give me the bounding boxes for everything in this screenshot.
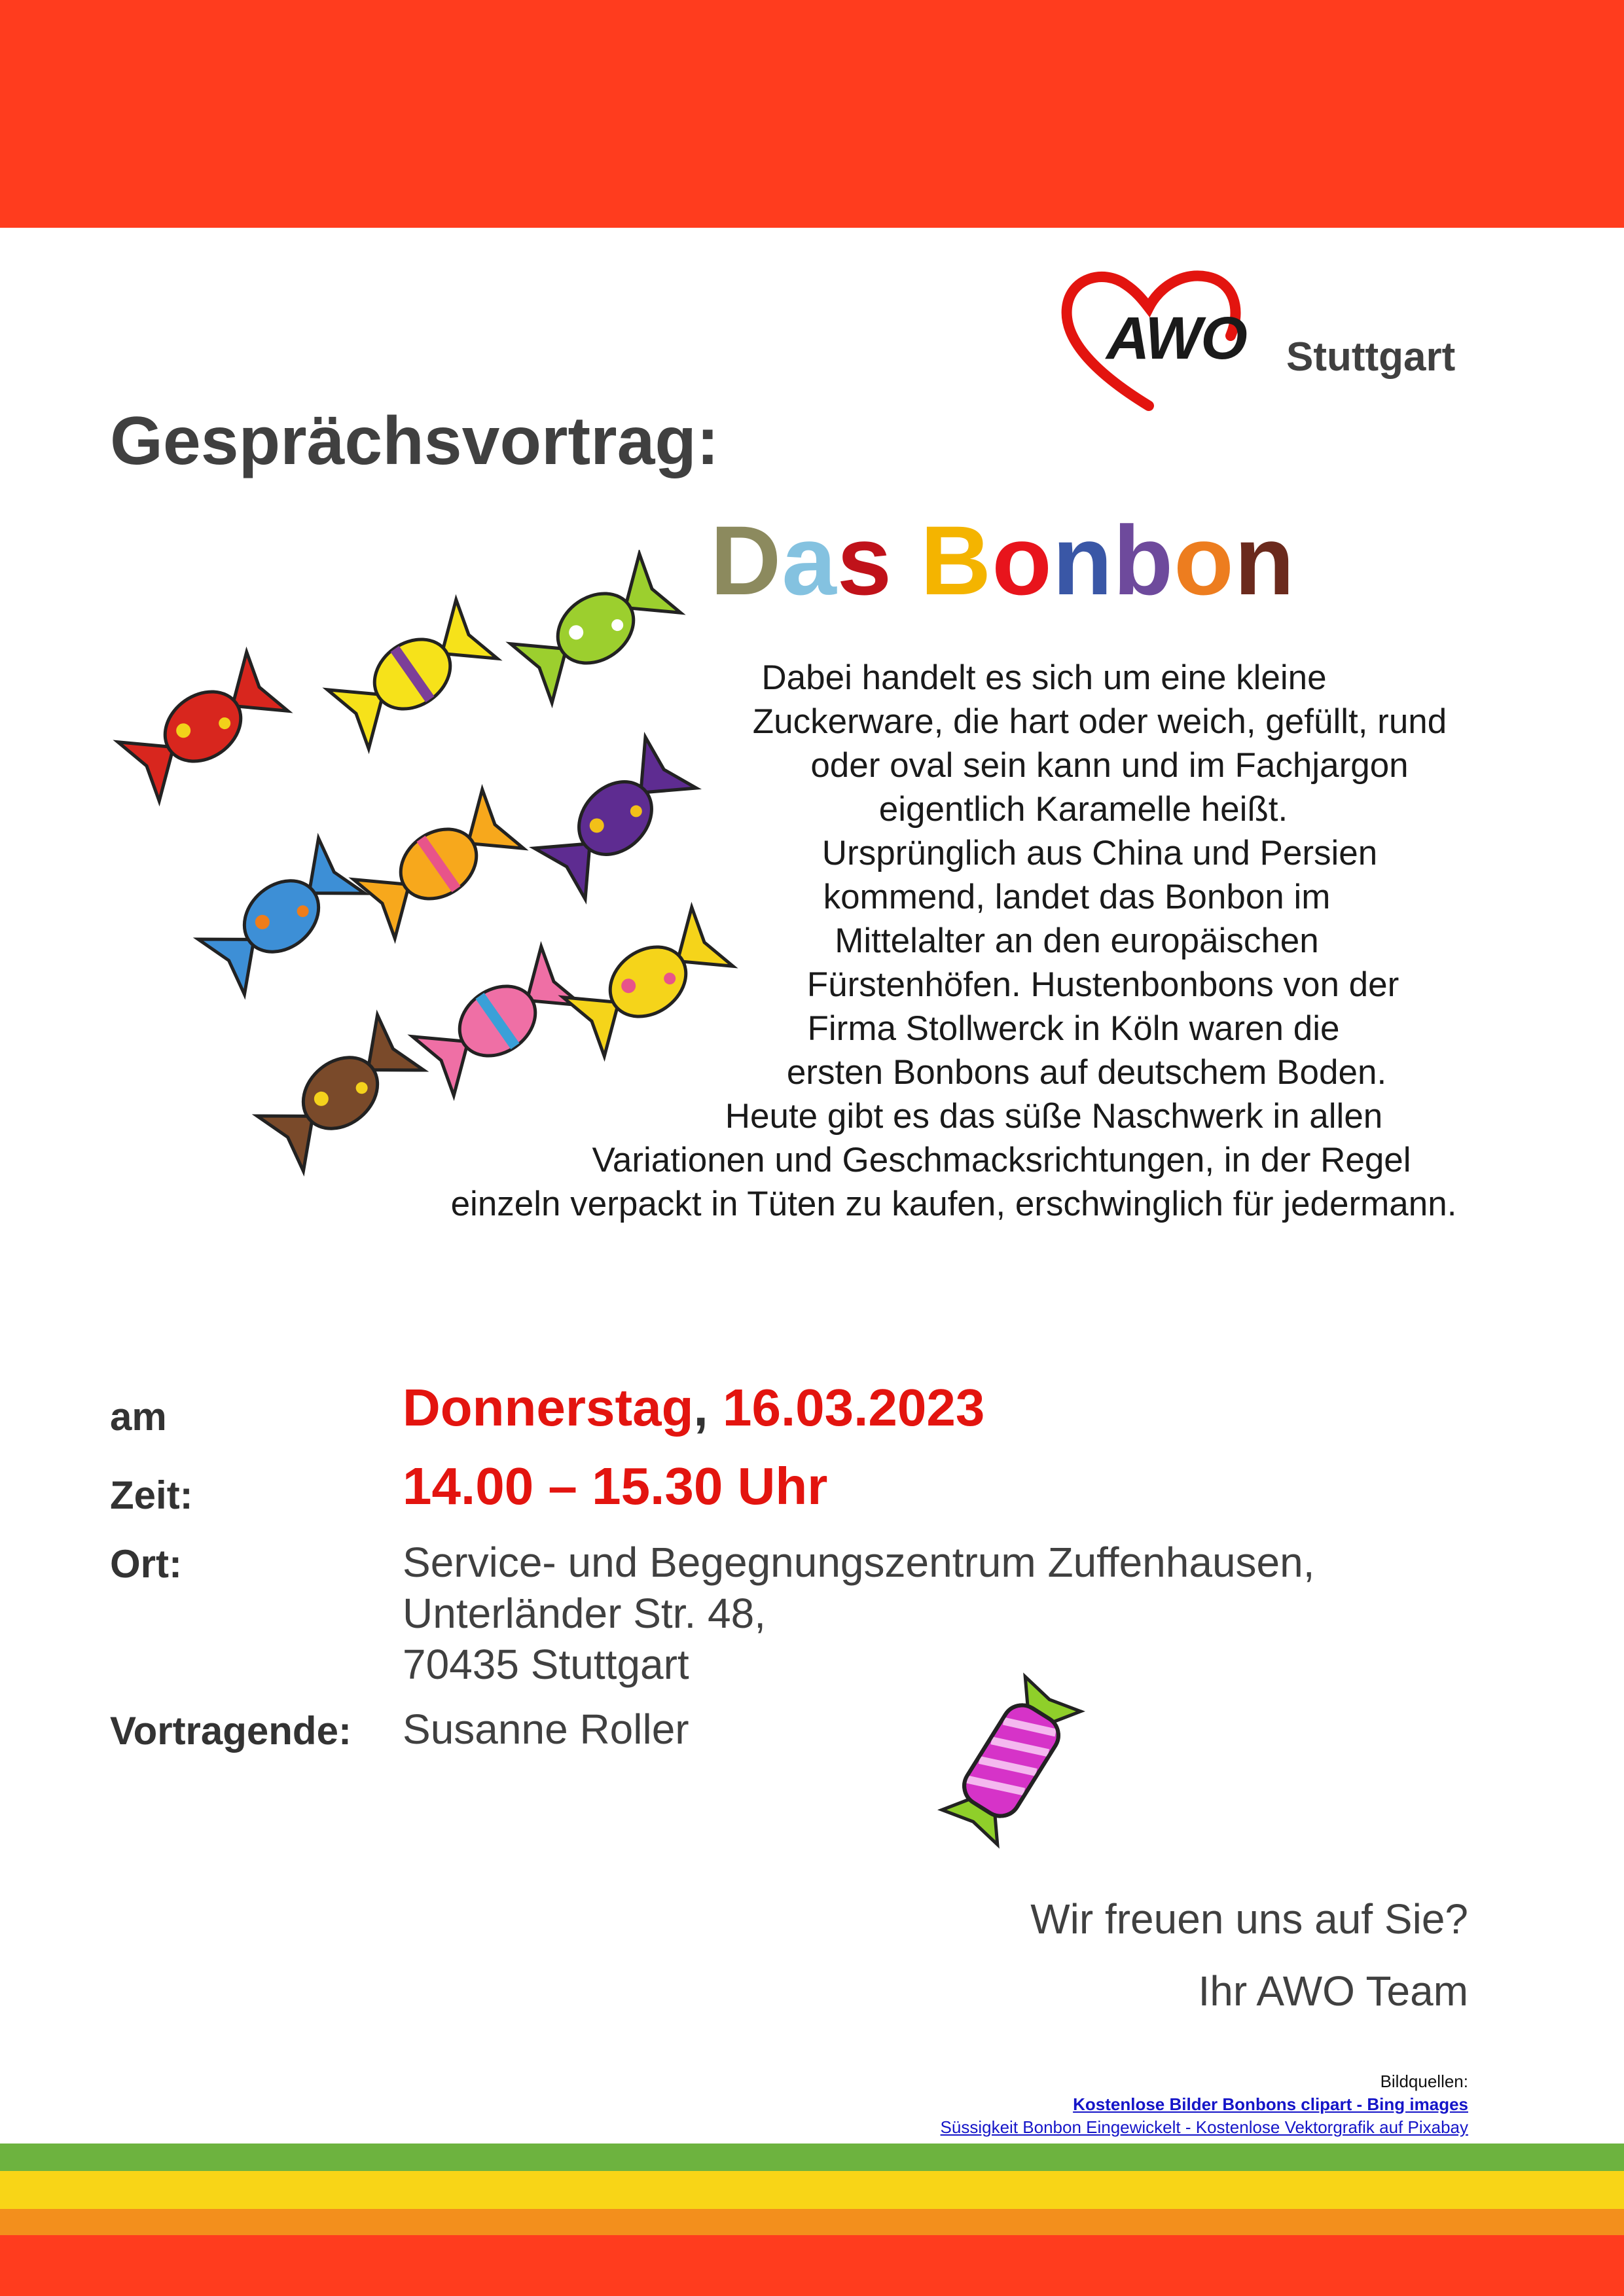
title-letter (892, 505, 920, 615)
top-color-bar (0, 0, 1624, 228)
title-letter: s (837, 505, 893, 615)
location-label: Ort: (110, 1542, 182, 1586)
awo-logo-text: AWO (1106, 305, 1246, 372)
candy (511, 554, 681, 703)
candy (118, 652, 288, 801)
description-line: einzeln verpackt in Tüten zu kaufen, erschwinglich für jedermann. (450, 1185, 1457, 1223)
candy (412, 946, 583, 1096)
description-line: Variationen und Geschmacksrichtungen, in der Regel (592, 1141, 1411, 1179)
logo-city: Stuttgart (1286, 334, 1456, 380)
event-time: 14.00 – 15.30 Uhr (403, 1457, 828, 1515)
candies-illustration (111, 550, 753, 1224)
description-line: oder oval sein kann und im Fachjargon (810, 746, 1409, 785)
title-letter: B (920, 505, 992, 615)
description-line: ersten Bonbons auf deutschem Boden. (786, 1053, 1387, 1092)
title-letter: n (1052, 505, 1113, 615)
candy (563, 907, 733, 1056)
candy (198, 838, 365, 995)
closing-line-2: Ihr AWO Team (1198, 1967, 1468, 2015)
candy (327, 600, 497, 749)
candy (534, 737, 696, 899)
speaker-name: Susanne Roller (403, 1706, 689, 1753)
title-letter: o (992, 505, 1053, 615)
description-line: Heute gibt es das süße Naschwerk in allen (725, 1097, 1383, 1136)
title-letter: b (1113, 505, 1174, 615)
date-separator: , (693, 1378, 708, 1437)
title-letter: n (1234, 505, 1295, 615)
sources-label: Bildquellen: (1380, 2072, 1468, 2091)
location-line-3: 70435 Stuttgart (403, 1641, 689, 1688)
candy (353, 789, 524, 939)
title-letter: a (782, 505, 837, 615)
description-line: Ursprünglich aus China und Persien (821, 834, 1378, 872)
description-line: kommend, landet das Bonbon im (823, 878, 1331, 916)
striped-candy-illustration (913, 1656, 1110, 1865)
date-label: am (110, 1395, 167, 1439)
description-line: Firma Stollwerck in Köln waren die (807, 1009, 1340, 1048)
stripe-green (0, 2144, 1624, 2171)
closing-line-1: Wir freuen uns auf Sie? (1030, 1895, 1468, 1943)
source-link-1[interactable]: Kostenlose Bilder Bonbons clipart - Bing images (1073, 2094, 1468, 2114)
title-letter: D (710, 505, 782, 615)
event-title (710, 504, 1295, 617)
time-label: Zeit: (110, 1473, 193, 1517)
event-date (403, 1378, 984, 1438)
stripe-orange (0, 2209, 1624, 2235)
stripe-red (0, 2235, 1624, 2296)
event-date-value: 16.03.2023 (722, 1378, 985, 1437)
page-heading: Gesprächsvortrag: (110, 403, 719, 479)
description-line: Dabei handelt es sich um eine kleine (761, 658, 1327, 697)
description-line: eigentlich Karamelle heißt. (878, 790, 1288, 829)
title-letter: o (1174, 505, 1235, 615)
source-link-2[interactable]: Süssigkeit Bonbon Eingewickelt - Kostenlose Vektorgrafik auf Pixabay (940, 2117, 1468, 2137)
speaker-label: Vortragende: (110, 1709, 352, 1753)
event-weekday: Donnerstag (403, 1378, 694, 1437)
description-line: Mittelalter an den europäischen (835, 922, 1319, 960)
location-line-2: Unterländer Str. 48, (403, 1590, 766, 1637)
stripe-yellow (0, 2171, 1624, 2209)
description-line: Fürstenhöfen. Hustenbonbons von der (806, 965, 1399, 1004)
candy (257, 1015, 424, 1172)
location-line-1: Service- und Begegnungszentrum Zuffenhausen, (403, 1539, 1315, 1586)
description-line: Zuckerware, die hart oder weich, gefüllt, rund (752, 702, 1447, 741)
